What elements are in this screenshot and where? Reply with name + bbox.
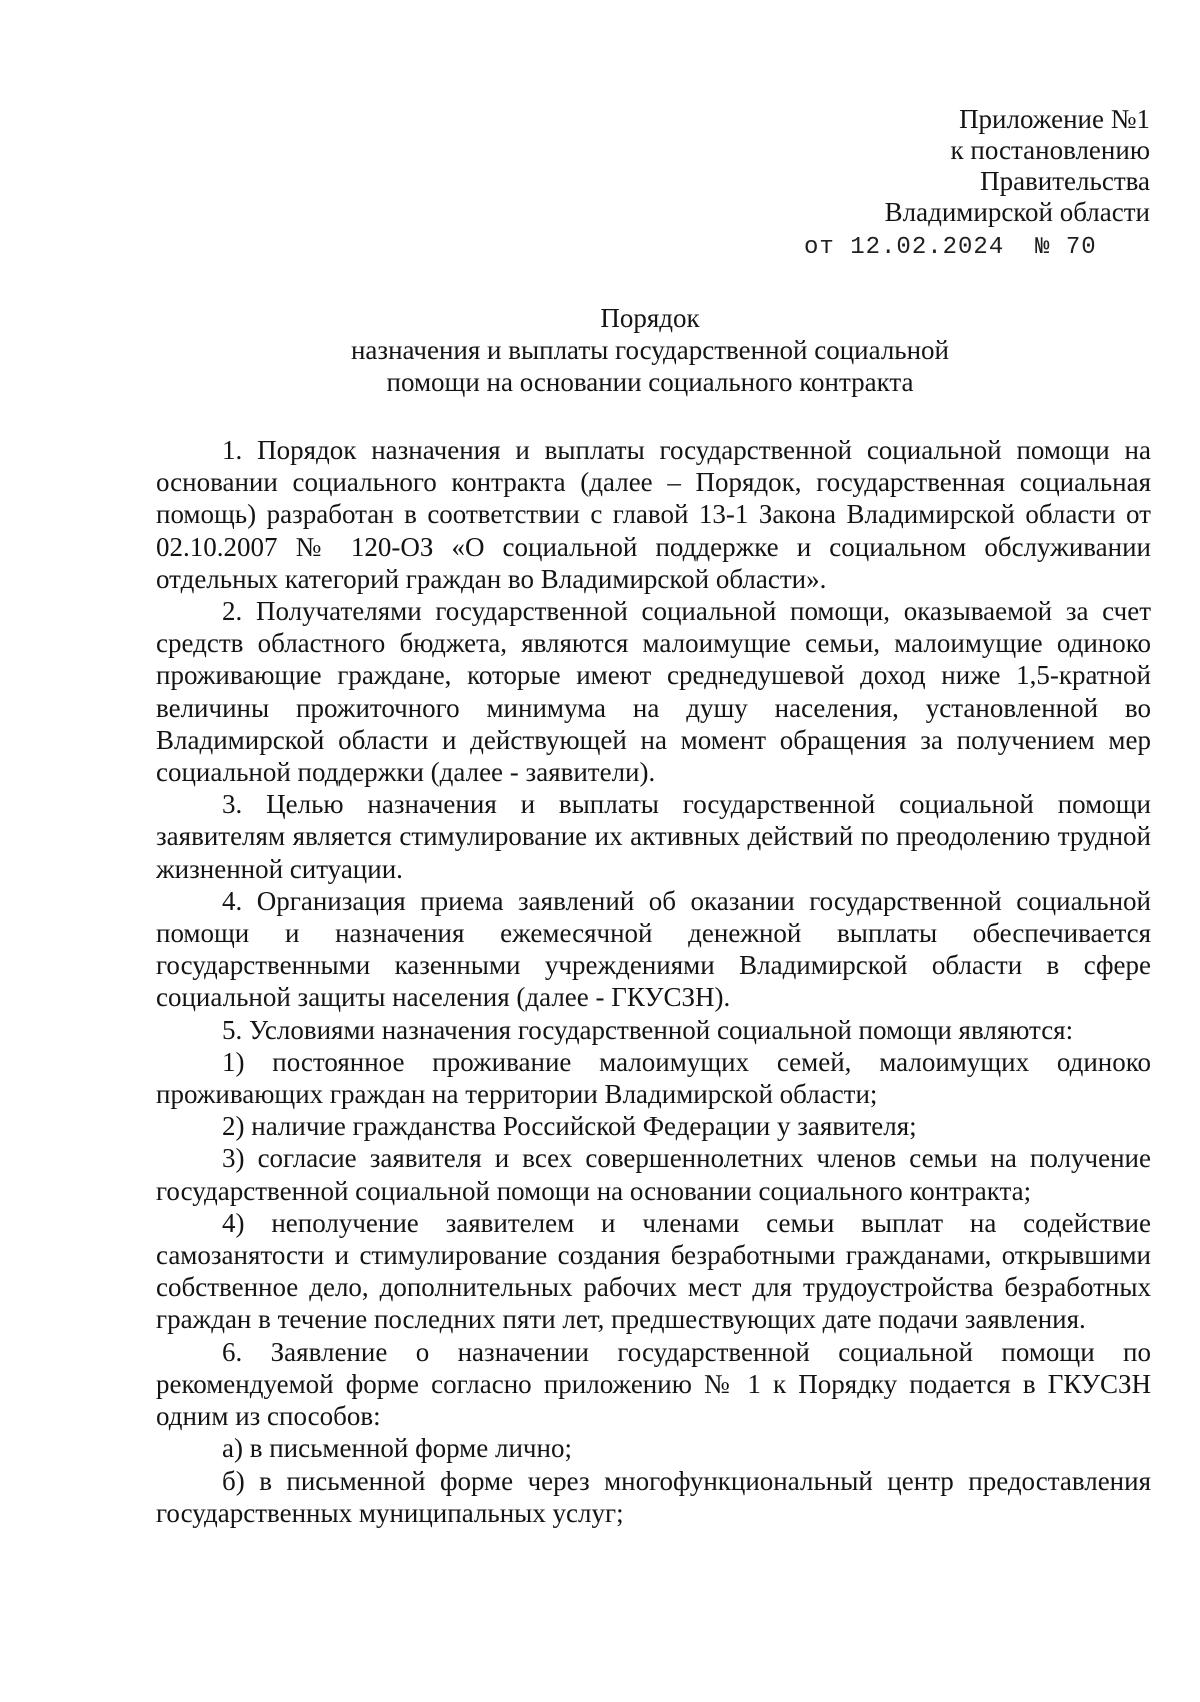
appendix-line: Владимирской области: [884, 197, 1150, 227]
title-line: Порядок: [600, 303, 700, 333]
paragraph: б) в письменной форме через многофункциональный центр предоставления государственных муниципальных услуг;: [156, 1465, 1151, 1528]
title-line: помощи на основании социального контракта: [386, 367, 914, 397]
appendix-header: [885, 104, 1150, 228]
paragraph: 3. Целью назначения и выплаты государственной социальной помощи заявителям является стимулирование их активных действий по преодолению трудной жизненной ситуации.: [156, 789, 1151, 884]
paragraph: 2) наличие гражданства Российской Федерации у заявителя;: [222, 1111, 917, 1142]
registration-date-number: от 12.02.2024 № 70: [804, 234, 1097, 261]
paragraph: 1. Порядок назначения и выплаты государственной социальной помощи на основании социального контракта (далее – Порядок, государственная социальная помощь) разработан в соответствии с главой 13-1 Закона Владимирской области от 02.10.2007 № 120-ОЗ «О социальной поддержке и социальном обслуживании отдельных категорий граждан во Владимирской области».: [156, 435, 1151, 594]
title-line: назначения и выплаты государственной социальной: [350, 335, 950, 365]
paragraph: 2. Получателями государственной социальной помощи, оказываемой за счет средств областного бюджета, являются малоимущие семьи, малоимущие одиноко проживающие граждане, которые имеют среднедушевой доход ниже 1,5-кратной величины прожиточного минимума на душу населения, установленной во Владимирской области и действующей на момент обращения за получением мер социальной поддержки (далее - заявители).: [156, 596, 1151, 788]
paragraph: 5. Условиями назначения государственной социальной помощи являются:: [222, 1014, 1074, 1045]
document-body: [156, 434, 1151, 1529]
paragraph: а) в письменной форме лично;: [222, 1433, 572, 1464]
paragraph: 1) постоянное проживание малоимущих семей, малоимущих одиноко проживающих граждан на территории Владимирской области;: [156, 1046, 1151, 1110]
appendix-line: Правительства: [980, 166, 1150, 196]
document-title: [150, 302, 1150, 398]
paragraph: 6. Заявление о назначении государственной социальной помощи по рекомендуемой форме согласно приложению № 1 к Порядку подается в ГКУСЗН одним из способов:: [156, 1336, 1151, 1432]
paragraph: 3) согласие заявителя и всех совершеннолетних членов семьи на получение государственной социальной помощи на основании социального контракта;: [156, 1143, 1151, 1206]
paragraph: 4) неполучение заявителем и членами семьи выплат на содействие самозанятости и стимулирование создания безработными гражданами, открывшими собственное дело, дополнительных рабочих мест для трудоустройства безработных граждан в течение последних пяти лет, предшествующих дате подачи заявления.: [156, 1207, 1151, 1335]
appendix-line: Приложение №1: [959, 104, 1150, 134]
appendix-line: к постановлению: [950, 135, 1150, 165]
paragraph: 4. Организация приема заявлений об оказании государственной социальной помощи и назначения ежемесячной денежной выплаты обеспечивается государственными казенными учреждениями Владимирской области в сфере социальной защиты населения (далее - ГКУСЗН).: [156, 885, 1151, 1013]
